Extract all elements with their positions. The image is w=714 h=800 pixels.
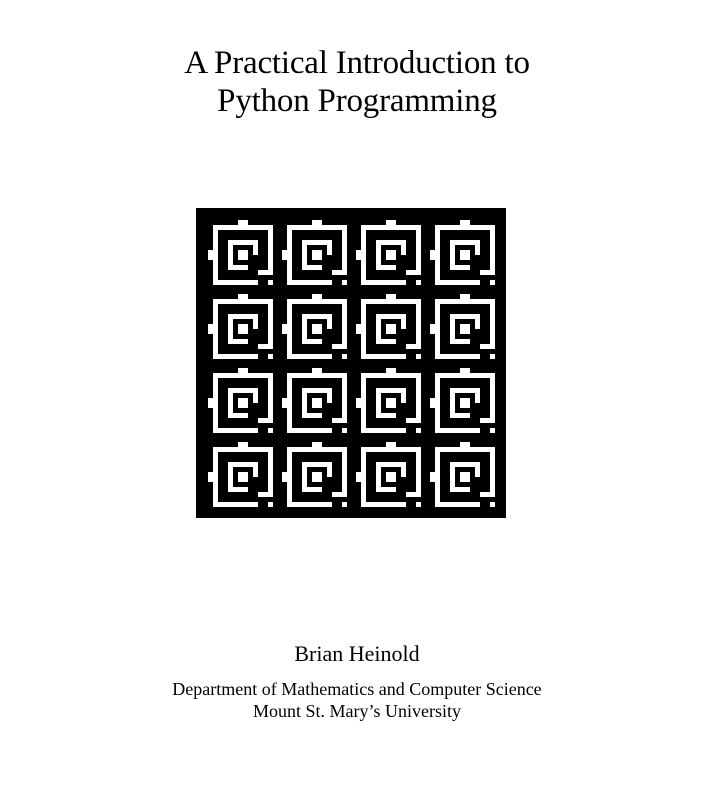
tile-stroke bbox=[268, 299, 273, 344]
tile-stroke bbox=[342, 447, 347, 492]
tile-stroke bbox=[253, 462, 258, 477]
tile-stroke bbox=[258, 344, 273, 349]
tile-stroke bbox=[208, 324, 213, 334]
tile-stroke bbox=[287, 447, 292, 507]
tile-stroke bbox=[376, 339, 396, 344]
tile-stroke bbox=[327, 388, 332, 403]
tile-stroke bbox=[490, 373, 495, 418]
tile-stroke bbox=[406, 344, 421, 349]
spiral-pattern-graphic bbox=[196, 208, 506, 518]
tile-stroke bbox=[401, 314, 406, 329]
tile-stroke bbox=[386, 472, 396, 482]
tile-stroke bbox=[228, 413, 248, 418]
tile-stroke bbox=[386, 250, 396, 260]
tile-stroke bbox=[302, 339, 322, 344]
tile-stroke bbox=[228, 339, 248, 344]
tile-stroke bbox=[213, 373, 273, 378]
tile-stroke bbox=[386, 398, 396, 408]
tile-stroke bbox=[342, 299, 347, 344]
tile-stroke bbox=[342, 502, 347, 507]
tile-stroke bbox=[213, 428, 258, 433]
tile-stroke bbox=[386, 294, 396, 299]
tile-stroke bbox=[460, 368, 470, 373]
tile-stroke bbox=[435, 280, 480, 285]
tile-stroke bbox=[268, 428, 273, 433]
tile-stroke bbox=[356, 324, 361, 334]
tile-stroke bbox=[287, 299, 292, 359]
tile-stroke bbox=[490, 225, 495, 270]
tile-stroke bbox=[430, 472, 435, 482]
tile-stroke bbox=[228, 487, 248, 492]
tile-stroke bbox=[450, 265, 470, 270]
tile-stroke bbox=[356, 472, 361, 482]
tile-stroke bbox=[361, 299, 366, 359]
tile-stroke bbox=[238, 250, 248, 260]
tile-stroke bbox=[435, 502, 480, 507]
tile-stroke bbox=[460, 324, 470, 334]
tile-stroke bbox=[490, 447, 495, 492]
tile-stroke bbox=[460, 294, 470, 299]
tile-stroke bbox=[302, 265, 322, 270]
tile-stroke bbox=[258, 418, 273, 423]
tile-stroke bbox=[416, 428, 421, 433]
tile-stroke bbox=[435, 428, 480, 433]
tile-stroke bbox=[253, 314, 258, 329]
tile-stroke bbox=[342, 373, 347, 418]
tile-stroke bbox=[406, 418, 421, 423]
tile-stroke bbox=[268, 225, 273, 270]
tile-stroke bbox=[386, 368, 396, 373]
tile-stroke bbox=[238, 294, 248, 299]
tile-stroke bbox=[361, 354, 406, 359]
tile-stroke bbox=[361, 373, 421, 378]
book-title bbox=[0, 44, 714, 120]
tile-stroke bbox=[213, 354, 258, 359]
tile-stroke bbox=[406, 492, 421, 497]
author-name: Brian Heinold bbox=[294, 641, 420, 666]
tile-stroke bbox=[460, 472, 470, 482]
tile-stroke bbox=[258, 492, 273, 497]
tile-stroke bbox=[268, 447, 273, 492]
tile-stroke bbox=[327, 314, 332, 329]
tile-stroke bbox=[213, 225, 273, 230]
tile-stroke bbox=[356, 250, 361, 260]
tile-stroke bbox=[490, 428, 495, 433]
tile-stroke bbox=[213, 299, 218, 359]
tile-stroke bbox=[475, 240, 480, 255]
tile-stroke bbox=[287, 373, 292, 433]
tile-stroke bbox=[435, 373, 440, 433]
tile-stroke bbox=[480, 344, 495, 349]
tile-stroke bbox=[406, 270, 421, 275]
tile-stroke bbox=[361, 447, 421, 452]
tile-stroke bbox=[376, 265, 396, 270]
tile-stroke bbox=[435, 447, 440, 507]
tile-stroke bbox=[312, 250, 322, 260]
tile-stroke bbox=[386, 442, 396, 447]
tile-stroke bbox=[460, 220, 470, 225]
tile-stroke bbox=[480, 492, 495, 497]
tile-stroke bbox=[361, 225, 366, 285]
tile-stroke bbox=[268, 280, 273, 285]
tile-stroke bbox=[213, 447, 218, 507]
tile-stroke bbox=[435, 447, 495, 452]
tile-stroke bbox=[450, 487, 470, 492]
tile-stroke bbox=[268, 502, 273, 507]
tile-stroke bbox=[282, 250, 287, 260]
tile-stroke bbox=[361, 280, 406, 285]
tile-stroke bbox=[490, 280, 495, 285]
tile-stroke bbox=[213, 502, 258, 507]
tile-stroke bbox=[480, 418, 495, 423]
tile-stroke bbox=[361, 299, 421, 304]
tile-stroke bbox=[430, 398, 435, 408]
tile-stroke bbox=[356, 398, 361, 408]
tile-stroke bbox=[416, 225, 421, 270]
tile-stroke bbox=[401, 462, 406, 477]
title-line-1: A Practical Introduction to bbox=[184, 45, 530, 81]
tile-stroke bbox=[208, 250, 213, 260]
tile-stroke bbox=[361, 225, 421, 230]
tile-stroke bbox=[416, 299, 421, 344]
tile-stroke bbox=[361, 428, 406, 433]
tile-stroke bbox=[258, 270, 273, 275]
tile-stroke bbox=[490, 354, 495, 359]
tile-stroke bbox=[287, 225, 347, 230]
tile-stroke bbox=[435, 225, 495, 230]
tile-stroke bbox=[312, 294, 322, 299]
tile-stroke bbox=[435, 225, 440, 285]
tile-stroke bbox=[312, 324, 322, 334]
tile-stroke bbox=[376, 413, 396, 418]
tile-stroke bbox=[416, 354, 421, 359]
tile-stroke bbox=[238, 398, 248, 408]
tile-stroke bbox=[386, 324, 396, 334]
tile-stroke bbox=[213, 225, 218, 285]
tile-stroke bbox=[238, 368, 248, 373]
tile-stroke bbox=[312, 472, 322, 482]
tile-stroke bbox=[287, 428, 332, 433]
tile-stroke bbox=[228, 265, 248, 270]
author-affiliation bbox=[0, 678, 714, 722]
tile-stroke bbox=[490, 299, 495, 344]
tile-stroke bbox=[327, 462, 332, 477]
tile-stroke bbox=[312, 220, 322, 225]
tile-stroke bbox=[253, 240, 258, 255]
tile-stroke bbox=[282, 324, 287, 334]
tile-stroke bbox=[302, 413, 322, 418]
tile-stroke bbox=[302, 487, 322, 492]
tile-stroke bbox=[450, 339, 470, 344]
tile-stroke bbox=[213, 280, 258, 285]
tile-stroke bbox=[208, 398, 213, 408]
tile-stroke bbox=[361, 373, 366, 433]
cover-pattern-image bbox=[196, 208, 506, 518]
tile-stroke bbox=[287, 447, 347, 452]
tile-stroke bbox=[416, 280, 421, 285]
tile-stroke bbox=[401, 388, 406, 403]
tile-stroke bbox=[238, 472, 248, 482]
tile-stroke bbox=[480, 270, 495, 275]
tile-stroke bbox=[213, 373, 218, 433]
tile-stroke bbox=[287, 280, 332, 285]
tile-stroke bbox=[435, 373, 495, 378]
tile-stroke bbox=[332, 492, 347, 497]
tile-stroke bbox=[238, 324, 248, 334]
tile-stroke bbox=[416, 373, 421, 418]
tile-stroke bbox=[376, 487, 396, 492]
tile-stroke bbox=[386, 220, 396, 225]
tile-stroke bbox=[490, 502, 495, 507]
tile-stroke bbox=[213, 299, 273, 304]
tile-stroke bbox=[435, 299, 440, 359]
tile-stroke bbox=[401, 240, 406, 255]
tile-stroke bbox=[361, 447, 366, 507]
tile-stroke bbox=[332, 418, 347, 423]
tile-stroke bbox=[416, 447, 421, 492]
tile-stroke bbox=[327, 240, 332, 255]
tile-stroke bbox=[312, 368, 322, 373]
tile-stroke bbox=[238, 220, 248, 225]
tile-stroke bbox=[312, 442, 322, 447]
tile-stroke bbox=[342, 280, 347, 285]
tile-stroke bbox=[268, 373, 273, 418]
tile-stroke bbox=[342, 354, 347, 359]
tile-stroke bbox=[238, 442, 248, 447]
tile-stroke bbox=[312, 398, 322, 408]
tile-stroke bbox=[460, 442, 470, 447]
tile-stroke bbox=[416, 502, 421, 507]
tile-stroke bbox=[460, 250, 470, 260]
tile-stroke bbox=[332, 270, 347, 275]
tile-stroke bbox=[435, 354, 480, 359]
tile-stroke bbox=[287, 373, 347, 378]
tile-stroke bbox=[475, 314, 480, 329]
tile-stroke bbox=[332, 344, 347, 349]
tile-stroke bbox=[475, 388, 480, 403]
tile-stroke bbox=[287, 299, 347, 304]
tile-stroke bbox=[342, 225, 347, 270]
tile-stroke bbox=[475, 462, 480, 477]
tile-stroke bbox=[287, 225, 292, 285]
university-name: Mount St. Mary’s University bbox=[252, 701, 461, 721]
tile-stroke bbox=[450, 413, 470, 418]
tile-stroke bbox=[268, 354, 273, 359]
tile-stroke bbox=[435, 299, 495, 304]
tile-stroke bbox=[430, 250, 435, 260]
tile-stroke bbox=[208, 472, 213, 482]
title-line-2: Python Programming bbox=[217, 83, 497, 119]
tile-stroke bbox=[430, 324, 435, 334]
tile-stroke bbox=[361, 502, 406, 507]
tile-stroke bbox=[342, 428, 347, 433]
tile-stroke bbox=[213, 447, 273, 452]
tile-stroke bbox=[287, 354, 332, 359]
tile-stroke bbox=[253, 388, 258, 403]
tile-stroke bbox=[282, 472, 287, 482]
tile-stroke bbox=[287, 502, 332, 507]
tile-stroke bbox=[282, 398, 287, 408]
department-name: Department of Mathematics and Computer Science bbox=[172, 679, 542, 699]
tile-stroke bbox=[460, 398, 470, 408]
